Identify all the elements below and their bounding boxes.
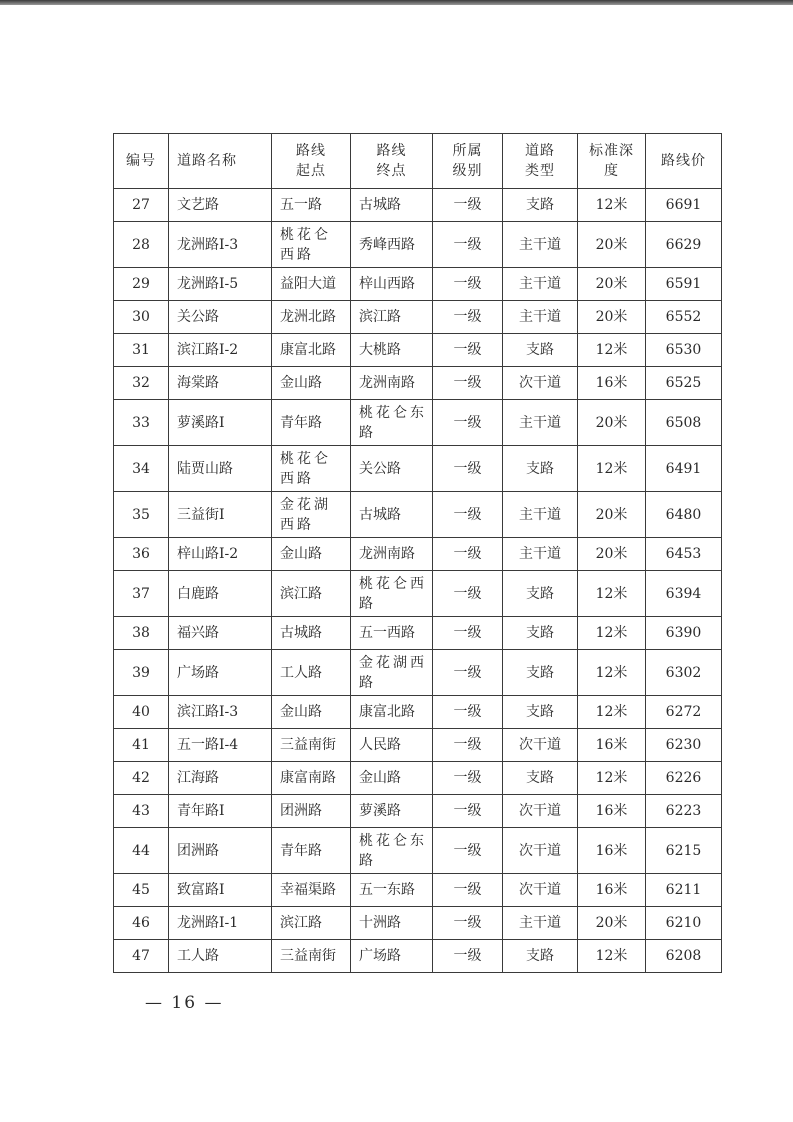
- table-row: [114, 538, 722, 571]
- cell-price: 6223: [646, 795, 722, 828]
- table-row: [114, 268, 722, 301]
- header-line-1: 道路: [525, 143, 555, 159]
- cell-number: 29: [114, 268, 169, 301]
- cell-price: 6453: [646, 538, 722, 571]
- top-scan-edge: [0, 0, 793, 5]
- cell-road-name: 滨江路Ⅰ-3: [169, 696, 272, 729]
- table-row: [114, 828, 722, 874]
- table-body: [114, 189, 722, 973]
- header-line-2: 终点: [376, 163, 407, 179]
- table-row: [114, 334, 722, 367]
- cell-price: 6552: [646, 301, 722, 334]
- cell-start: 龙洲北路: [272, 301, 351, 334]
- cell-road-type: 支路: [503, 650, 578, 696]
- header-road-type: [503, 134, 578, 189]
- cell-level: 一级: [433, 762, 503, 795]
- header-number: [114, 134, 169, 189]
- cell-end: 古城路: [351, 492, 433, 538]
- cell-start: 幸福渠路: [272, 874, 351, 907]
- cell-level: 一级: [433, 301, 503, 334]
- cell-number: 46: [114, 907, 169, 940]
- cell-level: 一级: [433, 874, 503, 907]
- cell-level: 一级: [433, 907, 503, 940]
- cell-level: 一级: [433, 940, 503, 973]
- cell-number: 31: [114, 334, 169, 367]
- cell-start: 工人路: [272, 650, 351, 696]
- cell-road-type: 主干道: [503, 400, 578, 446]
- cell-end: 康富北路: [351, 696, 433, 729]
- cell-price: 6525: [646, 367, 722, 400]
- table-header: [114, 134, 722, 189]
- cell-road-type: 主干道: [503, 268, 578, 301]
- cell-road-type: 次干道: [503, 874, 578, 907]
- cell-end: 梓山西路: [351, 268, 433, 301]
- cell-depth: 16米: [578, 795, 646, 828]
- cell-number: 36: [114, 538, 169, 571]
- table-row: [114, 446, 722, 492]
- cell-road-type: 主干道: [503, 907, 578, 940]
- cell-price: 6272: [646, 696, 722, 729]
- cell-road-name: 萝溪路Ⅰ: [169, 400, 272, 446]
- table-row: [114, 874, 722, 907]
- cell-number: 32: [114, 367, 169, 400]
- table-row: [114, 301, 722, 334]
- cell-depth: 12米: [578, 189, 646, 222]
- cell-start: 滨江路: [272, 907, 351, 940]
- cell-level: 一级: [433, 334, 503, 367]
- cell-start: 桃花仑西路: [272, 222, 351, 268]
- cell-depth: 20米: [578, 268, 646, 301]
- cell-price: 6394: [646, 571, 722, 617]
- cell-price: 6302: [646, 650, 722, 696]
- cell-depth: 12米: [578, 940, 646, 973]
- cell-price: 6226: [646, 762, 722, 795]
- cell-end: 桃花仑东路: [351, 400, 433, 446]
- cell-number: 37: [114, 571, 169, 617]
- cell-road-name: 龙洲路Ⅰ-3: [169, 222, 272, 268]
- table-row: [114, 400, 722, 446]
- cell-start: 五一路: [272, 189, 351, 222]
- cell-road-name: 海棠路: [169, 367, 272, 400]
- cell-end: 古城路: [351, 189, 433, 222]
- cell-road-type: 次干道: [503, 828, 578, 874]
- cell-road-name: 福兴路: [169, 617, 272, 650]
- cell-road-name: 龙洲路Ⅰ-5: [169, 268, 272, 301]
- cell-road-type: 支路: [503, 696, 578, 729]
- cell-number: 40: [114, 696, 169, 729]
- cell-depth: 20米: [578, 907, 646, 940]
- header-start: [272, 134, 351, 189]
- cell-number: 45: [114, 874, 169, 907]
- cell-start: 康富南路: [272, 762, 351, 795]
- cell-road-name: 五一路Ⅰ-4: [169, 729, 272, 762]
- cell-end: 人民路: [351, 729, 433, 762]
- cell-road-type: 次干道: [503, 795, 578, 828]
- cell-road-name: 致富路Ⅰ: [169, 874, 272, 907]
- cell-number: 43: [114, 795, 169, 828]
- header-line-2: 度: [604, 163, 619, 179]
- cell-level: 一级: [433, 828, 503, 874]
- cell-depth: 20米: [578, 538, 646, 571]
- cell-start: 滨江路: [272, 571, 351, 617]
- table-row: [114, 367, 722, 400]
- cell-level: 一级: [433, 400, 503, 446]
- table-row: [114, 571, 722, 617]
- cell-road-type: 支路: [503, 762, 578, 795]
- cell-depth: 16米: [578, 367, 646, 400]
- cell-price: 6508: [646, 400, 722, 446]
- cell-end: 萝溪路: [351, 795, 433, 828]
- table-row: [114, 189, 722, 222]
- cell-depth: 12米: [578, 446, 646, 492]
- page-number: — 16 —: [145, 993, 224, 1013]
- cell-end: 秀峰西路: [351, 222, 433, 268]
- cell-road-name: 龙洲路Ⅰ-1: [169, 907, 272, 940]
- cell-depth: 12米: [578, 571, 646, 617]
- cell-end: 龙洲南路: [351, 367, 433, 400]
- cell-level: 一级: [433, 650, 503, 696]
- cell-level: 一级: [433, 222, 503, 268]
- cell-start: 青年路: [272, 828, 351, 874]
- cell-depth: 16米: [578, 874, 646, 907]
- cell-depth: 12米: [578, 334, 646, 367]
- cell-price: 6230: [646, 729, 722, 762]
- cell-depth: 20米: [578, 492, 646, 538]
- cell-level: 一级: [433, 617, 503, 650]
- cell-start: 金山路: [272, 696, 351, 729]
- cell-depth: 16米: [578, 828, 646, 874]
- cell-price: 6629: [646, 222, 722, 268]
- cell-end: 龙洲南路: [351, 538, 433, 571]
- cell-level: 一级: [433, 571, 503, 617]
- cell-end: 金山路: [351, 762, 433, 795]
- table-row: [114, 729, 722, 762]
- header-line-2: 级别: [452, 163, 483, 179]
- cell-price: 6208: [646, 940, 722, 973]
- cell-end: 广场路: [351, 940, 433, 973]
- table-row: [114, 940, 722, 973]
- cell-depth: 12米: [578, 617, 646, 650]
- cell-level: 一级: [433, 696, 503, 729]
- cell-level: 一级: [433, 367, 503, 400]
- cell-number: 39: [114, 650, 169, 696]
- cell-level: 一级: [433, 446, 503, 492]
- cell-price: 6480: [646, 492, 722, 538]
- header-price: [646, 134, 722, 189]
- cell-end: 五一东路: [351, 874, 433, 907]
- table-row: [114, 762, 722, 795]
- cell-price: 6591: [646, 268, 722, 301]
- cell-depth: 20米: [578, 400, 646, 446]
- cell-end: 金花湖西路: [351, 650, 433, 696]
- cell-price: 6210: [646, 907, 722, 940]
- cell-road-name: 江海路: [169, 762, 272, 795]
- cell-start: 益阳大道: [272, 268, 351, 301]
- header-line-1: 路线: [376, 143, 407, 159]
- header-line-2: 类型: [525, 163, 555, 179]
- cell-level: 一级: [433, 189, 503, 222]
- cell-price: 6530: [646, 334, 722, 367]
- cell-depth: 20米: [578, 301, 646, 334]
- cell-road-type: 支路: [503, 446, 578, 492]
- cell-number: 41: [114, 729, 169, 762]
- cell-start: 金花湖西路: [272, 492, 351, 538]
- cell-start: 团洲路: [272, 795, 351, 828]
- cell-road-name: 文艺路: [169, 189, 272, 222]
- header-road-name: [169, 134, 272, 189]
- cell-road-name: 工人路: [169, 940, 272, 973]
- header-line-1: 道路名称: [177, 153, 237, 169]
- table-row: [114, 650, 722, 696]
- cell-road-name: 广场路: [169, 650, 272, 696]
- cell-depth: 12米: [578, 650, 646, 696]
- cell-depth: 16米: [578, 729, 646, 762]
- cell-road-name: 三益街Ⅰ: [169, 492, 272, 538]
- cell-road-type: 支路: [503, 617, 578, 650]
- header-line-1: 所属: [452, 143, 483, 159]
- cell-level: 一级: [433, 492, 503, 538]
- cell-price: 6691: [646, 189, 722, 222]
- road-price-table: [113, 133, 722, 973]
- cell-road-name: 滨江路Ⅰ-2: [169, 334, 272, 367]
- table-row: [114, 795, 722, 828]
- cell-road-type: 支路: [503, 189, 578, 222]
- cell-level: 一级: [433, 538, 503, 571]
- cell-start: 金山路: [272, 538, 351, 571]
- cell-end: 五一西路: [351, 617, 433, 650]
- cell-start: 青年路: [272, 400, 351, 446]
- header-level: [433, 134, 503, 189]
- cell-number: 34: [114, 446, 169, 492]
- header-line-1: 编号: [126, 153, 156, 169]
- cell-end: 十洲路: [351, 907, 433, 940]
- cell-road-name: 梓山路Ⅰ-2: [169, 538, 272, 571]
- header-depth: [578, 134, 646, 189]
- cell-number: 44: [114, 828, 169, 874]
- cell-road-type: 主干道: [503, 538, 578, 571]
- cell-number: 38: [114, 617, 169, 650]
- cell-road-name: 团洲路: [169, 828, 272, 874]
- table-row: [114, 492, 722, 538]
- cell-number: 30: [114, 301, 169, 334]
- cell-price: 6215: [646, 828, 722, 874]
- cell-start: 三益南街: [272, 940, 351, 973]
- cell-end: 滨江路: [351, 301, 433, 334]
- cell-road-type: 次干道: [503, 729, 578, 762]
- cell-number: 27: [114, 189, 169, 222]
- cell-start: 桃花仑西路: [272, 446, 351, 492]
- table-row: [114, 907, 722, 940]
- cell-price: 6211: [646, 874, 722, 907]
- cell-road-type: 主干道: [503, 222, 578, 268]
- cell-road-type: 主干道: [503, 301, 578, 334]
- cell-level: 一级: [433, 795, 503, 828]
- cell-start: 古城路: [272, 617, 351, 650]
- header-row: [114, 134, 722, 189]
- cell-depth: 12米: [578, 762, 646, 795]
- cell-level: 一级: [433, 729, 503, 762]
- cell-number: 47: [114, 940, 169, 973]
- cell-road-name: 白鹿路: [169, 571, 272, 617]
- cell-start: 金山路: [272, 367, 351, 400]
- header-end: [351, 134, 433, 189]
- cell-end: 关公路: [351, 446, 433, 492]
- cell-number: 35: [114, 492, 169, 538]
- cell-depth: 12米: [578, 696, 646, 729]
- cell-end: 桃花仑东路: [351, 828, 433, 874]
- cell-start: 三益南街: [272, 729, 351, 762]
- header-line-2: 起点: [296, 163, 326, 179]
- cell-road-type: 支路: [503, 334, 578, 367]
- table-row: [114, 222, 722, 268]
- cell-price: 6491: [646, 446, 722, 492]
- cell-number: 42: [114, 762, 169, 795]
- table-row: [114, 696, 722, 729]
- cell-start: 康富北路: [272, 334, 351, 367]
- cell-road-type: 主干道: [503, 492, 578, 538]
- cell-level: 一级: [433, 268, 503, 301]
- cell-number: 28: [114, 222, 169, 268]
- cell-road-type: 支路: [503, 940, 578, 973]
- cell-road-name: 关公路: [169, 301, 272, 334]
- cell-end: 桃花仑西路: [351, 571, 433, 617]
- cell-price: 6390: [646, 617, 722, 650]
- header-line-1: 标准深: [589, 143, 634, 159]
- table-row: [114, 617, 722, 650]
- cell-road-type: 支路: [503, 571, 578, 617]
- cell-road-type: 次干道: [503, 367, 578, 400]
- cell-road-name: 青年路Ⅰ: [169, 795, 272, 828]
- header-line-1: 路线价: [661, 153, 706, 169]
- header-line-1: 路线: [296, 143, 326, 159]
- cell-road-name: 陆贾山路: [169, 446, 272, 492]
- cell-end: 大桃路: [351, 334, 433, 367]
- cell-number: 33: [114, 400, 169, 446]
- cell-depth: 20米: [578, 222, 646, 268]
